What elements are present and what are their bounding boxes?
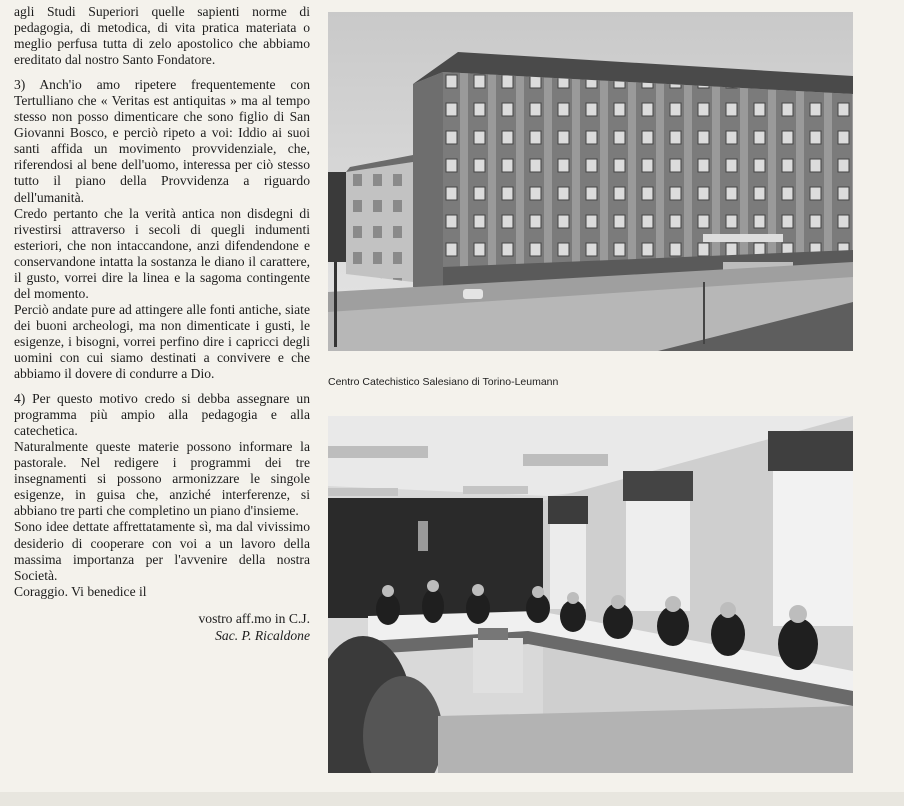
paragraph-1: agli Studi Superiori quelle sapienti norme di pedagogia, di metodica, di vita pratica materiata o meglio perfusa tutta di zelo apostolico che abbiamo ereditato dal nostro Santo Fondatore. [14, 4, 310, 68]
letter-column [14, 4, 310, 644]
paragraph-6: Naturalmente queste materie possono informare la pastorale. Nel redigere i programmi dei tre insegnamenti si possono armonizzare le singole esigenze, in guisa che, anziché interferenze, si abbiano tre parti che completino un piano d'insieme. [14, 439, 310, 519]
photo-caption: Centro Catechistico Salesiano di Torino-Leumann [328, 376, 559, 388]
paragraph-7: Sono idee dettate affrettatamente sì, ma dal vivissimo desiderio di cooperare con voi a un lavoro della massima importanza per l'avvenire della nostra Società. [14, 519, 310, 583]
paragraph-4: Perciò andate pure ad attingere alle fonti antiche, siate dei buoni archeologi, ma non dimenticate i gusti, le esigenze, i bisogni, vorrei perfino dire i capricci degli uomini con cui siamo destinati a convivere e che abbiamo il dovere di condurre a Dio. [14, 301, 310, 382]
paragraph-8: Coraggio. Vi benedice il [14, 583, 147, 599]
page-bottom-margin [0, 792, 904, 806]
building-photo [328, 12, 853, 351]
signoff [14, 610, 310, 644]
closing-line: vostro aff.mo in C.J. [198, 610, 310, 626]
paragraph-3: Credo pertanto che la verità antica non disdegni di rivestirsi attraverso i secoli di quegli indumenti esteriori, che non intaccandone, anzi difendendone e conservandone intatta la sostanza le diano il carattere, il gusto, vorrei dire la linea e la sagoma contingente del momento. [14, 205, 310, 301]
paragraph-2: 3) Anch'io amo ripetere frequentemente con Tertulliano che « Veritas est antiquitas » ma al tempo stesso non posso dimenticare che sono figlio di San Giovanni Bosco, e perciò ripeto a voi: Iddio ai suoi santi affida un movimento provvidenziale, che, riferendosi al bene dell'uomo, interessa per ciò stesso tutto il piano della Provvidenza a riguardo dell'umanità. [14, 77, 310, 205]
signature: Sac. P. Ricaldone [215, 627, 310, 643]
meeting-photo [328, 416, 853, 773]
paragraph-5: 4) Per questo motivo credo si debba assegnare un programma più ampio alla pedagogia e alla catechetica. [14, 391, 310, 439]
